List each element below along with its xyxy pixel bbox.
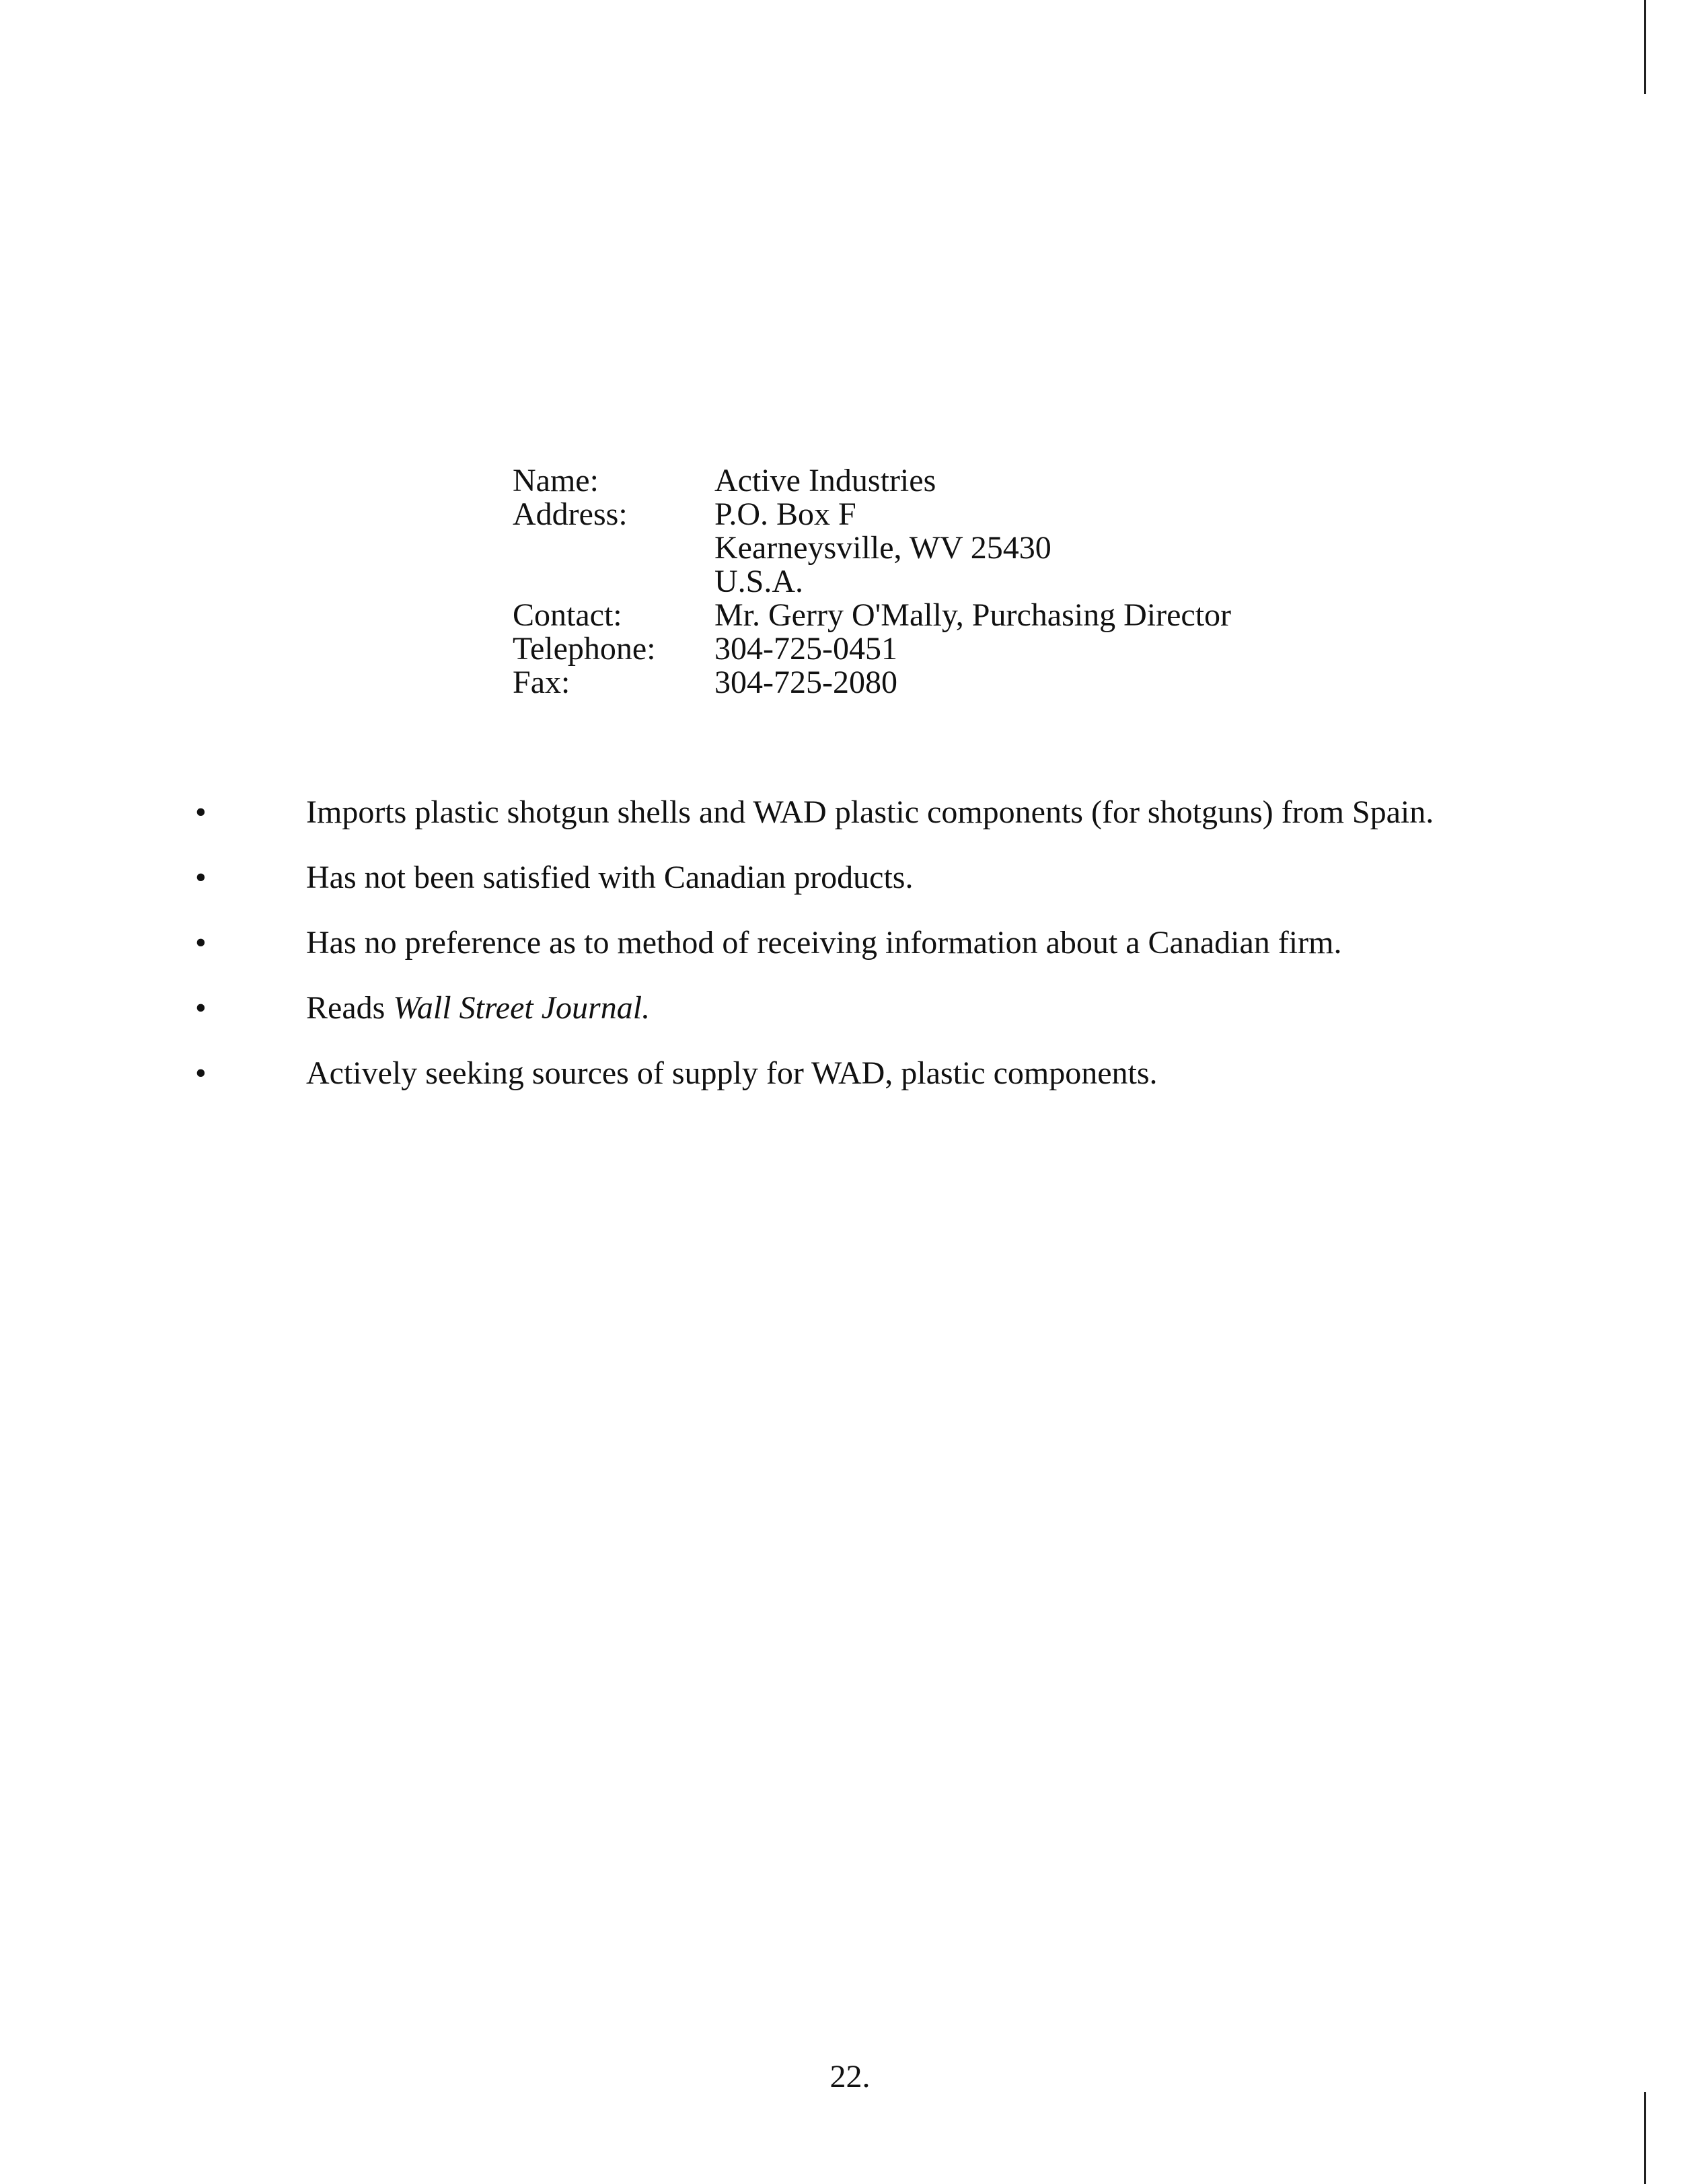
- bullet-icon: •: [195, 860, 207, 895]
- info-row-address-country: [513, 565, 1231, 599]
- bullet-text: Has not been satisfied with Canadian products.: [306, 860, 914, 895]
- info-label: Address:: [513, 496, 628, 532]
- info-row-telephone: [513, 632, 1231, 666]
- info-value: P.O. Box F: [714, 496, 856, 532]
- contact-info-block: [513, 464, 1231, 700]
- list-item: [195, 989, 1541, 1027]
- info-label: Telephone:: [513, 631, 656, 667]
- info-label: Name:: [513, 463, 599, 498]
- list-item: [195, 859, 1541, 897]
- info-value: Mr. Gerry O'Mally, Purchasing Director: [714, 597, 1232, 633]
- info-label: [513, 565, 714, 599]
- info-value: Kearneysville, WV 25430: [714, 530, 1051, 566]
- bullet-text: Imports plastic shotgun shells and WAD plastic components (for shotguns) from Spain.: [306, 794, 1434, 830]
- list-item: [195, 1055, 1541, 1092]
- bullet-text: Has no preference as to method of receiving information about a Canadian firm.: [306, 925, 1342, 961]
- info-label: [513, 531, 714, 565]
- info-value: Active Industries: [714, 463, 936, 498]
- bullet-text: Actively seeking sources of supply for WAD, plastic components.: [306, 1055, 1158, 1091]
- info-row-name: [513, 464, 1231, 498]
- info-label: Contact:: [513, 597, 622, 633]
- info-row-fax: [513, 666, 1231, 700]
- list-item: [195, 794, 1541, 831]
- bullet-icon: •: [195, 990, 207, 1026]
- info-row-address: [513, 498, 1231, 531]
- info-value: 304-725-2080: [714, 665, 897, 700]
- page-number: 22.: [829, 2059, 871, 2095]
- info-row-address-city: [513, 531, 1231, 565]
- bullet-text: [306, 989, 650, 1027]
- bullet-icon: •: [195, 1055, 207, 1091]
- scan-edge-line: [1644, 0, 1646, 2184]
- bullet-list: [195, 794, 1541, 1120]
- info-row-contact: [513, 599, 1231, 632]
- scan-edge-mark: [1644, 2092, 1646, 2184]
- publication-title: Wall Street Journal.: [393, 990, 651, 1026]
- bullet-text-prefix: Reads: [306, 990, 394, 1026]
- info-label: Fax:: [513, 665, 570, 700]
- list-item: [195, 924, 1541, 962]
- info-value: U.S.A.: [714, 564, 804, 599]
- bullet-icon: •: [195, 925, 207, 961]
- bullet-icon: •: [195, 794, 207, 830]
- scan-edge-mark: [1644, 0, 1646, 94]
- info-value: 304-725-0451: [714, 631, 897, 667]
